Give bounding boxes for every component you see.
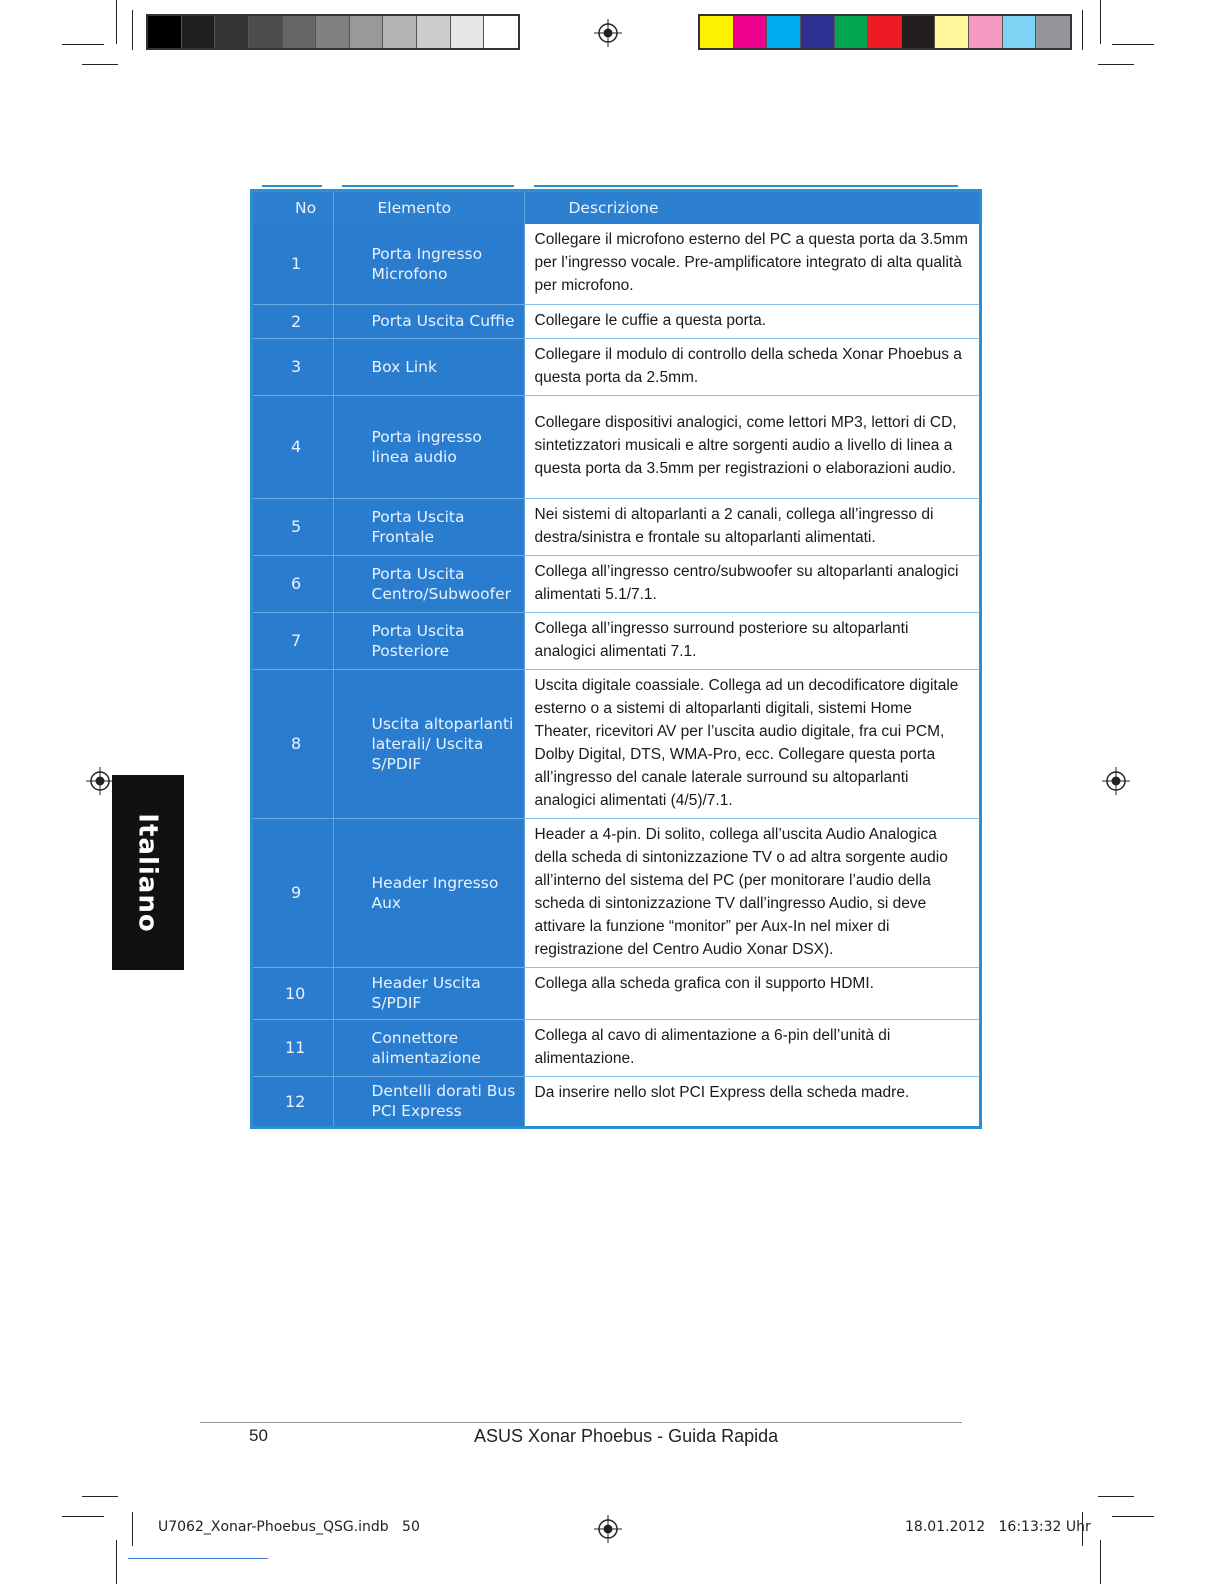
print-slug-timestamp: 18.01.2012 16:13:32 Uhr bbox=[905, 1519, 1091, 1535]
table-row bbox=[253, 1076, 979, 1126]
crop-mark bbox=[116, 1540, 117, 1584]
crop-mark bbox=[132, 10, 133, 50]
row-description: Header a 4-pin. Di solito, collega all’uscita Audio Analogica della scheda di sintonizzazione TV o ad altra sorgente audio all’interno del sistema del PC (per monitorare l’audio della scheda di sintonizzazione TV dall’ingresso Audio, si deve attivare la funzione “monitor” per Aux-In nel mixer di registrazione del Centro Audio Xonar DSX). bbox=[524, 818, 979, 967]
row-description: Nei sistemi di altoparlanti a 2 canali, collega all’ingresso di destra/sinistra e frontale su altoparlanti alimentati. bbox=[524, 498, 979, 555]
row-element: Porta Uscita Frontale bbox=[333, 498, 524, 555]
color-swatch bbox=[835, 16, 869, 48]
row-element: Porta Uscita Cuffie bbox=[333, 304, 524, 338]
color-swatch bbox=[249, 16, 283, 48]
table-top-rule bbox=[534, 185, 958, 187]
row-element: Porta Ingresso Microfono bbox=[333, 224, 524, 304]
table-row bbox=[253, 304, 979, 338]
color-swatch bbox=[451, 16, 485, 48]
crop-mark bbox=[82, 1496, 118, 1497]
table-row bbox=[253, 669, 979, 818]
table-row bbox=[253, 498, 979, 555]
table-header-row bbox=[253, 192, 979, 224]
row-number: 5 bbox=[253, 498, 333, 555]
table-row bbox=[253, 555, 979, 612]
color-swatch bbox=[148, 16, 182, 48]
language-side-tab bbox=[112, 775, 184, 970]
color-swatch bbox=[215, 16, 249, 48]
row-element: Header Ingresso Aux bbox=[333, 818, 524, 967]
crop-mark bbox=[116, 0, 117, 44]
color-swatch bbox=[1003, 16, 1037, 48]
crop-mark bbox=[1100, 1540, 1101, 1584]
row-description: Collega all’ingresso centro/subwoofer su altoparlanti analogici alimentati 5.1/7.1. bbox=[524, 555, 979, 612]
row-element: Connettore alimentazione bbox=[333, 1019, 524, 1076]
row-element: Porta ingresso linea audio bbox=[333, 395, 524, 498]
components-table bbox=[250, 189, 982, 1129]
crop-mark bbox=[62, 1516, 104, 1517]
color-swatch bbox=[734, 16, 768, 48]
color-swatch bbox=[700, 16, 734, 48]
row-number: 7 bbox=[253, 612, 333, 669]
color-swatch bbox=[935, 16, 969, 48]
color-swatch bbox=[383, 16, 417, 48]
print-slug-file: U7062_Xonar-Phoebus_QSG.indb 50 bbox=[158, 1519, 420, 1535]
crop-mark bbox=[1112, 44, 1154, 45]
registration-mark-icon bbox=[594, 19, 622, 47]
table-row bbox=[253, 967, 979, 1019]
gray-calibration-bar bbox=[146, 14, 520, 50]
color-swatch bbox=[801, 16, 835, 48]
table-top-rule bbox=[342, 185, 514, 187]
row-description: Collega alla scheda grafica con il supporto HDMI. bbox=[524, 967, 979, 1019]
page-number: 50 bbox=[249, 1426, 268, 1445]
crop-mark bbox=[1098, 1496, 1134, 1497]
row-description: Collegare dispositivi analogici, come lettori MP3, lettori di CD, sintetizzatori musicali e altre sorgenti audio a livello di linea a questa porta da 3.5mm per registrazioni o elaborazioni audio. bbox=[524, 395, 979, 498]
row-element: Porta Uscita Posteriore bbox=[333, 612, 524, 669]
color-swatch bbox=[182, 16, 216, 48]
row-description: Collegare le cuffie a questa porta. bbox=[524, 304, 979, 338]
header-description: Descrizione bbox=[524, 192, 979, 224]
registration-mark-icon bbox=[86, 767, 114, 795]
color-swatch bbox=[417, 16, 451, 48]
row-description: Collegare il microfono esterno del PC a questa porta da 3.5mm per l’ingresso vocale. Pre-amplificatore integrato di alta qualità per microfono. bbox=[524, 224, 979, 304]
crop-mark bbox=[1098, 64, 1134, 65]
row-element: Uscita altoparlanti laterali/ Uscita S/PDIF bbox=[333, 669, 524, 818]
row-description: Collega all’ingresso surround posteriore su altoparlanti analogici alimentati 7.1. bbox=[524, 612, 979, 669]
row-element: Dentelli dorati Bus PCI Express bbox=[333, 1076, 524, 1126]
table-row bbox=[253, 224, 979, 304]
crop-mark bbox=[1100, 0, 1101, 44]
footer-rule bbox=[200, 1422, 962, 1423]
row-description: Da inserire nello slot PCI Express della scheda madre. bbox=[524, 1076, 979, 1126]
crop-mark bbox=[132, 1512, 133, 1546]
color-swatch bbox=[902, 16, 936, 48]
crop-mark bbox=[1112, 1516, 1154, 1517]
header-no: No bbox=[253, 192, 333, 224]
footer-title: ASUS Xonar Phoebus - Guida Rapida bbox=[474, 1426, 779, 1446]
crop-mark bbox=[62, 44, 104, 45]
row-number: 12 bbox=[253, 1076, 333, 1126]
color-swatch bbox=[868, 16, 902, 48]
row-number: 8 bbox=[253, 669, 333, 818]
table-row bbox=[253, 1019, 979, 1076]
table-row bbox=[253, 612, 979, 669]
table-top-rule bbox=[262, 185, 322, 187]
color-swatch bbox=[1036, 16, 1070, 48]
row-element: Header Uscita S/PDIF bbox=[333, 967, 524, 1019]
row-description: Uscita digitale coassiale. Collega ad un decodificatore digitale esterno o a sistemi di altoparlanti digitali, sistemi Home Theater, ricevitori AV per l’uscita audio digitale, fra cui PCM, Dolby Digital, DTS, WMA-Pro, ecc. Collegare questa porta all’ingresso del canale laterale surround su altoparlanti analogici alimentati (4/5)/7.1. bbox=[524, 669, 979, 818]
row-number: 4 bbox=[253, 395, 333, 498]
registration-mark-icon bbox=[594, 1515, 622, 1543]
header-element: Elemento bbox=[333, 192, 524, 224]
registration-mark-icon bbox=[1102, 767, 1130, 795]
table-row bbox=[253, 818, 979, 967]
row-description: Collega al cavo di alimentazione a 6-pin dell’unità di alimentazione. bbox=[524, 1019, 979, 1076]
row-number: 11 bbox=[253, 1019, 333, 1076]
row-number: 3 bbox=[253, 338, 333, 395]
row-description: Collegare il modulo di controllo della scheda Xonar Phoebus a questa porta da 2.5mm. bbox=[524, 338, 979, 395]
row-number: 10 bbox=[253, 967, 333, 1019]
table-row bbox=[253, 338, 979, 395]
row-element: Porta Uscita Centro/Subwoofer bbox=[333, 555, 524, 612]
row-number: 2 bbox=[253, 304, 333, 338]
color-swatch bbox=[316, 16, 350, 48]
color-swatch bbox=[350, 16, 384, 48]
color-swatch bbox=[283, 16, 317, 48]
row-number: 1 bbox=[253, 224, 333, 304]
slug-underline bbox=[128, 1558, 268, 1559]
crop-mark bbox=[1082, 10, 1083, 50]
crop-mark bbox=[82, 64, 118, 65]
color-calibration-bar bbox=[698, 14, 1072, 50]
color-swatch bbox=[969, 16, 1003, 48]
color-swatch bbox=[484, 16, 518, 48]
color-swatch bbox=[767, 16, 801, 48]
table-row bbox=[253, 395, 979, 498]
row-number: 6 bbox=[253, 555, 333, 612]
row-number: 9 bbox=[253, 818, 333, 967]
language-tab-label: Italiano bbox=[133, 812, 164, 933]
row-element: Box Link bbox=[333, 338, 524, 395]
